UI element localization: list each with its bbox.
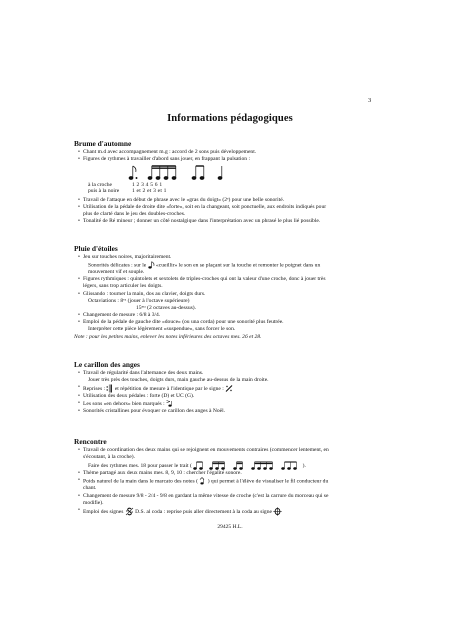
list-item: • Changement de mesure : 6/8 à 3/4. <box>78 312 161 319</box>
section-heading: Le carillon des anges <box>74 360 140 369</box>
rhythm-figure <box>74 163 374 182</box>
footer-reference: 29425 H.L. <box>217 524 243 530</box>
measure-repeat-icon <box>225 385 233 392</box>
list-item: • Les sons «en dehors» bien marqués : <box>74 400 374 408</box>
section-heading: Rencontre <box>74 437 107 446</box>
list-item: • Poids naturel de la main dans le marcato des notes ( ) qui permet à l'élève de visualiser le fil conducteur du chant. <box>78 476 329 492</box>
list-item: • Figures rythmiques : quintolets et sextolets de triples-croches qui ont la valeur d'une croche, donc à jouer très légers, sans trop articuler les doigts. <box>78 276 326 290</box>
list-item: • Travail de coordination des deux mains qui se rejoignent en mouvements contraires (commencer lentement, en s'écoutant, à la croche). <box>78 446 329 460</box>
section-brume-automne <box>74 139 374 226</box>
rhythm-patterns-icon <box>193 461 301 470</box>
page-number: 3 <box>368 97 372 104</box>
list-item: • Jeu sur touches noires, majoritairement. <box>78 253 172 260</box>
rhythm-count-row: puis à la noire 1 et 2 et 3 et 1 <box>88 188 167 195</box>
section-pluie-etoiles <box>74 244 374 341</box>
section-heading: Brume d'automne <box>74 139 132 148</box>
text-line: 15ᵐᵃ (2 octaves au-dessus). <box>136 304 196 311</box>
marcato-note-icon <box>199 477 206 485</box>
list-item: • Reprises : et répétition de mesure à l'identique par le signe : <box>74 384 374 393</box>
text-line: mouvement vif et souple. <box>88 269 145 276</box>
note-text: Note : pour les petites mains, enlever les notes inférieures des octaves mes. 26 et 28. <box>74 333 262 340</box>
text-line: Faire des rythmes mes. 18 pour passer le trait ( ). <box>88 462 306 469</box>
list-item: • Travail de régularité dans l'alternance des deux mains. <box>78 369 204 376</box>
list-item: • Utilisation des deux pédales : forte (D) et UC (G). <box>78 392 195 399</box>
list-item: • Glissando : tourner la main, dos au clavier, doigts durs. <box>78 290 206 297</box>
repeat-sign-icon <box>106 384 113 393</box>
list-item: • Utilisation de la pédale de droite dite «forte», soit en la changeant, soit ponctuelle, aux endroits indiqués pour plus de clarté dans le jeu des doubles-croches. <box>78 204 327 218</box>
text-line: Octaviations : 8ᵛᵃ (jouer à l'octave supérieure) <box>88 297 190 304</box>
text-line: Jouer très près des touches, doigts durs, main gauche au-dessus de la main droite. <box>88 376 269 383</box>
text-line: Sonorités délicates : sur le «cueillir» le son en se plaçant sur la touche et remonter le poignet dans un <box>88 261 321 268</box>
list-item: • Figures de rythmes à travailler d'abord sans jouer, en frappant la pulsation : <box>78 155 250 162</box>
list-item: • Emploi des signes D.S. al coda : reprise puis aller directement à la coda au signe <box>74 507 374 516</box>
page-title: Informations pédagogiques <box>167 113 293 124</box>
section-carillon-anges <box>74 360 374 415</box>
list-item: • Sonorités cristallines pour évoquer ce carillon des anges à Noël. <box>78 407 226 414</box>
list-item: • Changement de mesure 9/8 - 2/4 - 9/8 en gardant la même vitesse de croche (c'est la carrure du morceau qui se modifie). <box>78 492 329 506</box>
segno-icon <box>125 507 134 516</box>
section-rencontre <box>74 437 374 516</box>
list-item: • Travail de l'attaque en début de phrase avec le «gras du doigt» (2ᵉ) pour une belle sonorité. <box>78 197 285 203</box>
list-item: • Thème partagé aux deux mains mes. 8, 9, 10 : chercher l'égalité sonore. <box>78 469 242 476</box>
list-item: • Tonalité de Ré mineur ; donner un côté nostalgique dans l'interprétation avec un phrasé le plus lié possible. <box>78 218 321 225</box>
list-item: • Emploi de la pédale de gauche dite «douce» (ou una corda) pour une sonorité plus feutrée. <box>78 319 284 326</box>
text-line: Interpréter cette pièce légèrement «suspendue», sans forcer le son. <box>88 326 236 333</box>
accent-note-icon <box>166 400 174 407</box>
rhythm-count-row: à la croche 1 2 3 4 5 6 1 <box>88 181 163 188</box>
rhythm-notation-icon <box>128 163 238 182</box>
eighth-note-icon <box>148 261 155 269</box>
list-item: • Chant m.d avec accompagnement m.g : accord de 2 sons puis développement. <box>78 148 257 155</box>
section-heading: Pluie d'étoiles <box>74 244 118 253</box>
coda-icon <box>273 507 282 516</box>
